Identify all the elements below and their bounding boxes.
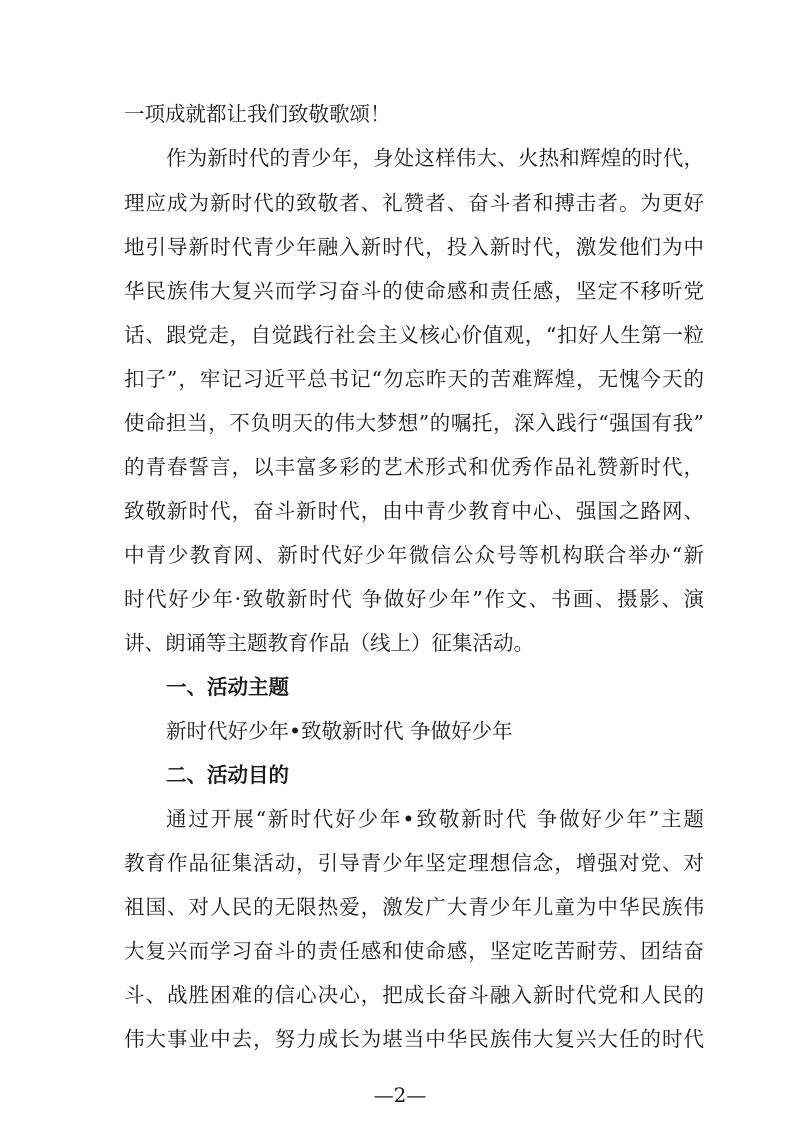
paragraph-line: 话、跟党走，自觉践行社会主义核心价值观，“扣好人生第一粒 (124, 323, 704, 347)
paragraph-line: 作为新时代的青少年，身处这样伟大、火热和辉煌的时代， (166, 146, 704, 170)
section-heading: 二、活动目的 (166, 763, 289, 787)
paragraph-line: 中青少教育网、新时代好少年微信公众号等机构联合举办“新 (124, 543, 704, 567)
paragraph-line: 祖国、对人民的无限热爱，激发广大青少年儿童为中华民族伟 (124, 895, 704, 919)
paragraph-line: 理应成为新时代的致敬者、礼赞者、奋斗者和搏击者。为更好 (124, 191, 704, 215)
paragraph-line: 时代好少年·致敬新时代 争做好少年”作文、书画、摄影、演 (124, 587, 704, 611)
paragraph-line: 扣子”，牢记习近平总书记“勿忘昨天的苦难辉煌，无愧今天的 (124, 367, 704, 391)
paragraph-line: 斗、战胜困难的信心决心，把成长奋斗融入新时代党和人民的 (124, 983, 704, 1007)
paragraph-line: 致敬新时代，奋斗新时代，由中青少教育中心、强国之路网、 (124, 499, 704, 523)
paragraph-line: 教育作品征集活动，引导青少年坚定理想信念，增强对党、对 (124, 851, 704, 875)
paragraph-line: 使命担当，不负明天的伟大梦想”的嘱托，深入践行“强国有我” (124, 411, 704, 435)
paragraph-line: 地引导新时代青少年融入新时代，投入新时代，激发他们为中 (124, 235, 704, 259)
paragraph-line: 华民族伟大复兴而学习奋斗的使命感和责任感，坚定不移听党 (124, 279, 704, 303)
paragraph-line: 伟大事业中去，努力成长为堪当中华民族伟大复兴大任的时代 (124, 1027, 704, 1051)
paragraph-line: 讲、朗诵等主题教育作品（线上）征集活动。 (124, 631, 534, 655)
page-number: —2— (373, 1083, 427, 1107)
paragraph-line: 一项成就都让我们致敬歌颂！ (124, 102, 391, 126)
paragraph-line: 通过开展“新时代好少年•致敬新时代 争做好少年”主题 (166, 807, 704, 831)
paragraph-line: 新时代好少年•致敬新时代 争做好少年 (166, 719, 513, 743)
paragraph-line: 大复兴而学习奋斗的责任感和使命感，坚定吃苦耐劳、团结奋 (124, 939, 704, 963)
section-heading: 一、活动主题 (166, 675, 289, 699)
paragraph-line: 的青春誓言，以丰富多彩的艺术形式和优秀作品礼赞新时代， (124, 455, 704, 479)
